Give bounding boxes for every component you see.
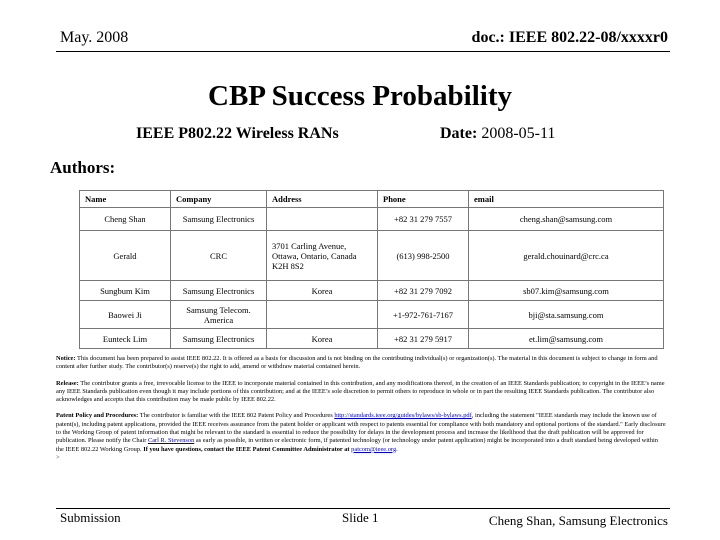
- patent-text-1: The contributor is familiar with the IEEE 802 Patent Policy and Procedures: [138, 412, 335, 420]
- patent-text-2: , including the statement "IEEE standards may include the known use of patent(s), including patent applications, provided the IEEE receives assurance from the patent holder or applicant with respect to patents essential for compliance with both mandatory and optional portions of the standard." Early disclosure to the Working Group of patent information that might be relevant to the standard is essential to reduce the possibility for delays in the development process and increase the likelihood that the draft publication will be approved for publication. Please notify the Chair: [56, 412, 666, 445]
- footer-divider: [56, 508, 670, 509]
- cell-email: cheng.shan@samsung.com: [469, 208, 664, 231]
- authors-table: [79, 190, 664, 349]
- cell-email: et.lim@samsung.com: [469, 329, 664, 349]
- header-doc-id: doc.: IEEE 802.22-08/xxxxr0: [471, 29, 668, 46]
- table-row: [80, 208, 664, 231]
- notice-label: Notice:: [56, 355, 76, 362]
- footer-submission: Submission: [60, 510, 121, 525]
- cell-name: Sungbum Kim: [80, 281, 171, 301]
- release-text: The contributor grants a free, irrevocable license to the IEEE to incorporate material contained in this contribution, and any modifications thereof, in the creation of an IEEE Standards publication; to copyright in the IEEE’s name any IEEE Standards publication even though it may include portions of this contribution; and at the IEEE’s sole discretion to permit others to reproduce in whole or in part the resulting IEEE Standards publication. The contributor also acknowledges and accepts that this contribution may be made public by IEEE 802.22.: [56, 379, 665, 404]
- date-label: Date:: [440, 125, 478, 142]
- table-row: [80, 281, 664, 301]
- date-value: 2008-05-11: [481, 125, 556, 142]
- cell-address: [267, 208, 378, 231]
- notice-text: This document has been prepared to assist IEEE 802.22. It is offered as a basis for discussion and is not binding on the contributing individual(s) or organization(s). The material in this document is subject to change in form and content after further study. The contributor(s) reserve(s) the right to add, amend or withdraw material contained herein.: [56, 355, 658, 371]
- cell-phone: +82 31 279 5917: [378, 329, 469, 349]
- cell-email: gerald.chouinard@crc.ca: [469, 231, 664, 281]
- cell-address: Korea: [267, 329, 378, 349]
- patent-text-3: as early as possible, in written or electronic form, if patented technology (or technology under patent application) might be incorporated into a draft standard being developed within the IEEE 802.22 Working Group.: [56, 437, 658, 453]
- slide-title: CBP Success Probability: [208, 80, 512, 112]
- cell-company: CRC: [171, 231, 267, 281]
- chair-link[interactable]: Carl R. Stevenson: [147, 437, 195, 445]
- cell-company: Samsung Electronics: [171, 329, 267, 349]
- footer-slide-number: Slide 1: [342, 510, 379, 525]
- cell-address: [267, 301, 378, 329]
- cell-address: 3701 Carling Avenue, Ottawa, Ontario, Canada K2H 8S2: [267, 231, 378, 281]
- col-header-email: email: [469, 191, 664, 208]
- slide-date: [440, 125, 555, 143]
- table-row: [80, 301, 664, 329]
- col-header-phone: Phone: [378, 191, 469, 208]
- notice-paragraph: [56, 355, 666, 372]
- header-divider: [56, 51, 670, 52]
- slide-subtitle: IEEE P802.22 Wireless RANs: [136, 125, 339, 142]
- patent-contact-text: If you have questions, contact the IEEE Patent Committee Administrator at: [143, 445, 352, 453]
- patent-end: .: [396, 445, 398, 453]
- release-paragraph: [56, 380, 666, 405]
- patent-policy-link[interactable]: http://standards.ieee.org/guides/bylaws/sb-bylaws.pdf: [334, 412, 472, 420]
- cell-phone: (613) 998-2500: [378, 231, 469, 281]
- table-header-row: [80, 191, 664, 208]
- patcom-email-link[interactable]: patcom@ieee.org: [351, 445, 397, 453]
- patent-paragraph: [56, 412, 666, 462]
- cell-phone: +82 31 279 7557: [378, 208, 469, 231]
- patent-label: Patent Policy and Procedures:: [56, 412, 139, 420]
- cell-email: sb07.kim@samsung.com: [469, 281, 664, 301]
- release-label: Release:: [56, 379, 79, 387]
- cell-phone: +82 31 279 7092: [378, 281, 469, 301]
- table-row: [80, 329, 664, 349]
- col-header-company: Company: [171, 191, 267, 208]
- cell-name: Baowei Ji: [80, 301, 171, 329]
- patent-trailer: >: [56, 453, 60, 461]
- legal-notes: [56, 355, 666, 462]
- cell-name: Gerald: [80, 231, 171, 281]
- cell-company: Samsung Electronics: [171, 208, 267, 231]
- col-header-address: Address: [267, 191, 378, 208]
- footer-author: Cheng Shan, Samsung Electronics: [488, 513, 668, 528]
- cell-address: Korea: [267, 281, 378, 301]
- cell-email: bji@sta.samsung.com: [469, 301, 664, 329]
- header-date: May. 2008: [60, 29, 129, 46]
- cell-name: Cheng Shan: [80, 208, 171, 231]
- col-header-name: Name: [80, 191, 171, 208]
- cell-company: Samsung Telecom. America: [171, 301, 267, 329]
- authors-heading: Authors:: [50, 158, 116, 177]
- cell-name: Eunteck Lim: [80, 329, 171, 349]
- cell-phone: +1-972-761-7167: [378, 301, 469, 329]
- cell-company: Samsung Electronics: [171, 281, 267, 301]
- table-row: [80, 231, 664, 281]
